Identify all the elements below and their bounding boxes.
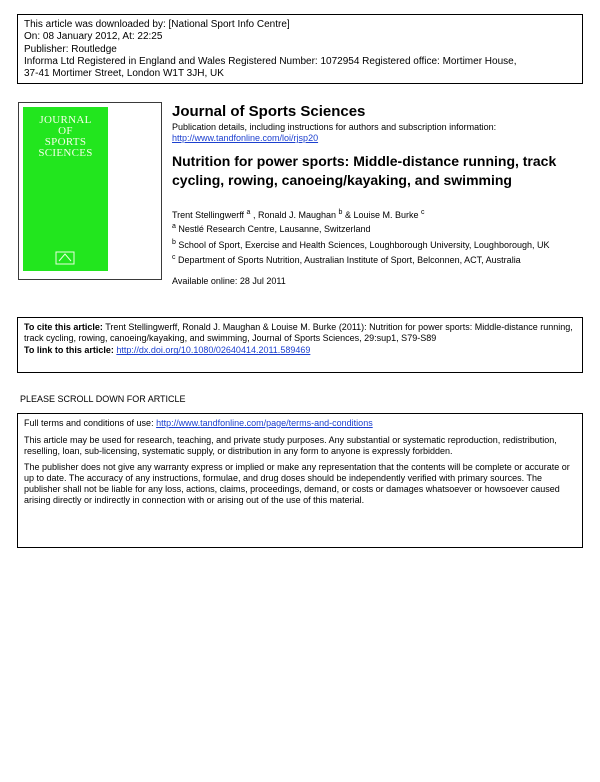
affiliation bbox=[172, 224, 371, 235]
publication-details: Publication details, including instructions for authors and subscription information: bbox=[172, 122, 497, 132]
publisher-line: Publisher: Routledge bbox=[24, 43, 117, 55]
author-name: Trent Stellingwerff bbox=[172, 210, 245, 220]
download-date-line: On: 08 January 2012, At: 22:25 bbox=[24, 31, 163, 43]
journal-title: Journal of Sports Sciences bbox=[172, 103, 366, 120]
author-name: & Louise M. Burke bbox=[344, 210, 419, 220]
affiliation-mark: a bbox=[172, 223, 176, 230]
address-line: 37-41 Mortimer Street, London W1T 3JH, UK bbox=[24, 68, 224, 80]
link-paragraph bbox=[24, 345, 576, 356]
available-online-date: Available online: 28 Jul 2011 bbox=[172, 276, 286, 286]
journal-cover bbox=[18, 102, 162, 280]
registration-line: Informa Ltd Registered in England and Wales Registered Number: 1072954 Registered office: Mortimer House, bbox=[24, 55, 517, 67]
citation-paragraph bbox=[24, 322, 576, 344]
terms-box bbox=[17, 413, 583, 548]
affiliation bbox=[172, 240, 549, 251]
publisher-logo-icon bbox=[55, 251, 75, 265]
citation-text: Trent Stellingwerff, Ronald J. Maughan & Louise M. Burke (2011): Nutrition for power sports: Middle-distance running, track cycling, rowing, canoeing/kayaking, and swimming, Journal of Sports Sciences, 29:sup1, S79-S89 bbox=[24, 322, 573, 344]
authors bbox=[172, 210, 425, 221]
terms-intro: Full terms and conditions of use: bbox=[24, 418, 157, 428]
affiliation-text: Nestlé Research Centre, Lausanne, Switzerland bbox=[178, 224, 371, 234]
affiliation-text: Department of Sports Nutrition, Australian Institute of Sport, Belconnen, ACT, Australia bbox=[178, 255, 521, 265]
journal-url-link[interactable]: http://www.tandfonline.com/loi/rjsp20 bbox=[172, 133, 319, 143]
affiliation bbox=[172, 255, 521, 266]
affiliation-mark: b bbox=[338, 209, 343, 216]
citation-box bbox=[17, 317, 583, 373]
affiliation-mark: b bbox=[172, 239, 176, 246]
affiliation-mark: a bbox=[246, 209, 251, 216]
terms-link[interactable]: http://www.tandfonline.com/page/terms-and-conditions bbox=[156, 418, 373, 428]
affiliation-text: School of Sport, Exercise and Health Sciences, Loughborough University, Loughborough, UK bbox=[178, 240, 550, 250]
affiliation-mark: c bbox=[172, 254, 176, 261]
scroll-notice: PLEASE SCROLL DOWN FOR ARTICLE bbox=[20, 394, 186, 404]
author-name: , Ronald J. Maughan bbox=[252, 210, 337, 220]
cover-title: JOURNAL OF SPORTS SCIENCES bbox=[38, 114, 93, 159]
terms-intro-paragraph bbox=[24, 418, 576, 429]
download-line: This article was downloaded by: [National Sport Info Centre] bbox=[24, 19, 290, 30]
terms-paragraph-use: This article may be used for research, teaching, and private study purposes. Any substantial or systematic reproduction, redistribution, reselling, loan, sub-licensing, systematic supply, or distribution in any form to anyone is expressly forbidden. bbox=[24, 434, 557, 456]
affiliation-mark: c bbox=[421, 209, 425, 216]
link-label: To link to this article: bbox=[24, 345, 117, 356]
terms-paragraph-warranty: The publisher does not give any warranty express or implied or make any representation that the contents will be complete or accurate or up to date. The accuracy of any instructions, formulae, and drug doses should be independently verified with primary sources. The publisher shall not be liable for any loss, actions, claims, proceedings, demand, or costs or damages whatsoever or howsoever caused arising directly or indirectly in connection with or arising out of the use of this material. bbox=[24, 462, 570, 505]
article-title: Nutrition for power sports: Middle-distance running, track cycling, rowing, canoeing/kayaking, and swimming bbox=[172, 153, 557, 188]
citation-label: To cite this article: bbox=[24, 322, 103, 332]
cover-panel bbox=[23, 107, 108, 271]
download-notice-box bbox=[17, 14, 583, 84]
doi-link[interactable]: http://dx.doi.org/10.1080/02640414.2011.589469 bbox=[116, 345, 311, 356]
